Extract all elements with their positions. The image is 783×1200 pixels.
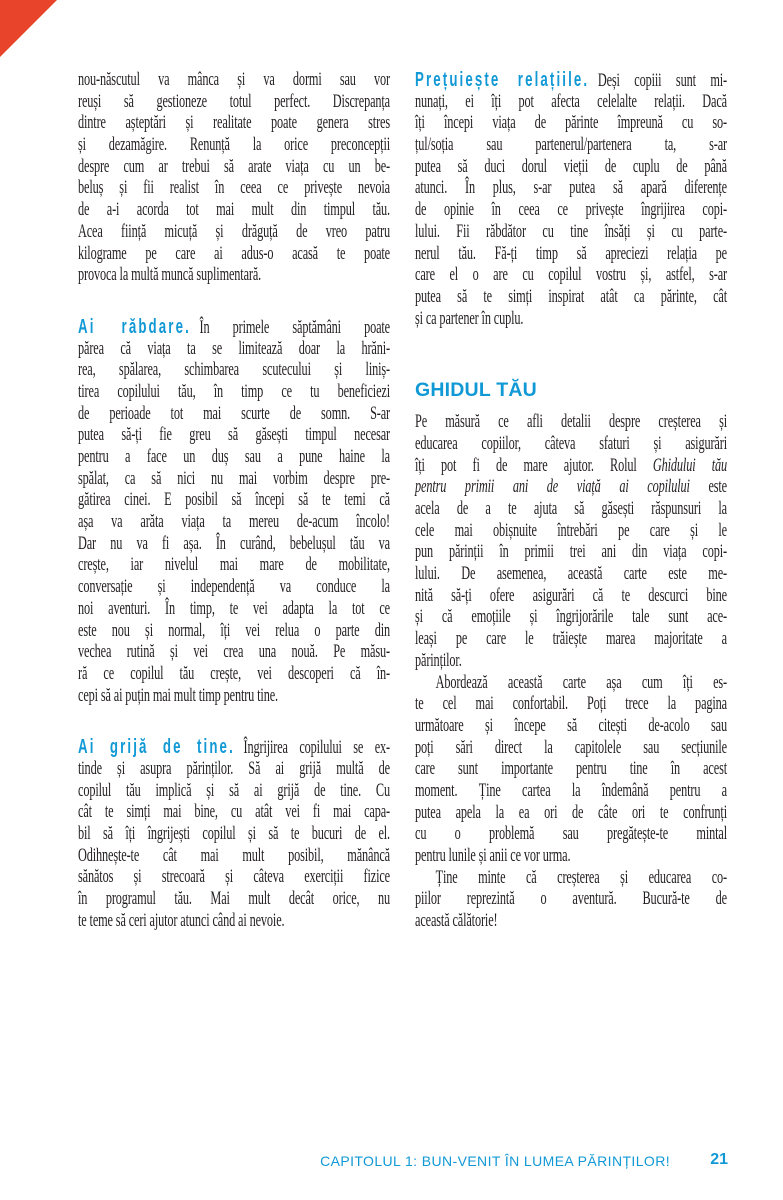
- text-line: putea să te simți inspirat atât ca părinte, cât: [415, 286, 728, 307]
- run-in-heading: Prețuiește relațiile.: [415, 69, 590, 91]
- text-line: care el o are cu copilul vostru și, astfel, s-ar: [415, 265, 728, 286]
- text-line: de opinie în ceea ce privește îngrijirea copi-: [415, 200, 728, 221]
- footer-chapter-title: CAPITOLUL 1: BUN-VENIT ÎN LUMEA PĂRINȚILOR!: [320, 1153, 670, 1169]
- text-line: poți sări direct la capitolele sau secțiunile: [415, 737, 728, 758]
- text-line: Acea ființă micuță și drăguță de vreo patru: [78, 221, 391, 242]
- text-line: Ține minte că creșterea și educarea co-: [435, 867, 728, 888]
- text-line: nou-născutul va mânca și va dormi sau vor: [78, 70, 391, 90]
- corner-triangle-decoration: [0, 0, 57, 57]
- text-line: care sunt importante pentru tine în acest: [415, 759, 728, 780]
- right-text-column: [415, 70, 727, 933]
- text-line: Abordează această carte așa cum îți es-: [435, 672, 728, 693]
- text-line: este nou și normal, îți vei relua o parte din: [78, 620, 391, 641]
- text-line: lului. Fii răbdător cu tine însăți și cu parte-: [415, 221, 728, 242]
- text-line: această călătorie!: [415, 911, 498, 932]
- text-line: părea că viața ta se limitează doar la hrăni-: [78, 338, 391, 359]
- text-line: te cel mai confortabil. Poți trece la pagina: [415, 694, 728, 715]
- text-line: și dezamăgire. Renunță la orice preconcepții: [78, 135, 391, 156]
- text-line: rea, spălarea, schimbarea scutecului și liniș-: [78, 360, 391, 381]
- run-in-heading: Ai răbdare.: [78, 315, 191, 338]
- text-line: Ai răbdare. În primele săptămâni poate: [78, 315, 391, 338]
- page-footer: [0, 1151, 783, 1171]
- text-line: cele mai obișnuite întrebări pe care și le: [415, 520, 728, 541]
- text-line: și ca partener în cuplu.: [415, 308, 524, 329]
- text-line: gătirea cinei. E posibil să începi să te temi că: [78, 490, 391, 511]
- run-in-heading: Ai grijă de tine.: [78, 736, 235, 759]
- text-line: spălat, ca să nici nu mai vorbim despre pre-: [78, 468, 391, 489]
- text-line: cepi să ai puțin mai mult timp pentru tine.: [78, 685, 278, 706]
- text-line: atunci. În plus, s-ar putea să apară diferențe: [415, 178, 728, 199]
- text-line: noi aventuri. În timp, te vei adapta la tot ce: [78, 598, 391, 619]
- left-text-column: [78, 70, 390, 932]
- text-line: Prețuiește relațiile. Deși copiii sunt mi-: [415, 69, 728, 91]
- text-line: cu o problemă sau pregătește-te mintal: [415, 824, 728, 845]
- text-line: leași pe care le trăiește marea majoritate a: [415, 629, 728, 650]
- section-heading: GHIDUL TĂU: [415, 379, 537, 402]
- text-line: Ai grijă de tine. Îngrijirea copilului se ex-: [78, 736, 391, 759]
- text-line: sănătos și strecoară și câteva exerciții fizice: [78, 867, 391, 888]
- text-line: kilograme pe care ai adus-o acasă te poate: [78, 243, 391, 264]
- text-line: așa va arăta viața ta mereu de-acum încolo!: [78, 512, 391, 533]
- text-line: reuși să gestioneze totul perfect. Discrepanța: [78, 91, 391, 112]
- text-line: de perioade tot mai scurte de somn. S-ar: [78, 403, 391, 424]
- text-line: moment. Ține cartea la îndemână pentru a: [415, 780, 728, 801]
- text-line: putea apela la ea ori de câte ori te confrunți: [415, 802, 728, 823]
- text-line: provoca la multă muncă suplimentară.: [78, 265, 262, 286]
- text-line: te teme să ceri ajutor atunci când ai nevoie.: [78, 910, 285, 931]
- text-line: lului. De asemenea, această carte este me-: [415, 564, 728, 585]
- text-line: educarea copiilor, câteva sfaturi și asigurări: [415, 433, 728, 454]
- text-line: pun părinții în primii trei ani din viața copi-: [415, 542, 728, 563]
- text-line: nunați, ei îți pot afecta celelalte relații. Dacă: [415, 91, 728, 112]
- text-line: în programul tău. Mai mult decât orice, nu: [78, 889, 391, 910]
- text-line: copilul tău implică și să ai grijă de tine. Cu: [78, 780, 391, 801]
- text-line: vechea rutină și vei crea una nouă. Pe măsu-: [78, 642, 391, 663]
- text-line: crește, iar nivelul mai mare de mobilitate,: [78, 555, 391, 576]
- text-line: nerul tău. Fă-ți timp să apreciezi relația pe: [415, 243, 728, 264]
- text-line: acela de a te ajuta să găsești răspunsuri la: [415, 499, 728, 519]
- text-line: beluș și fii realist în ceea ce privește nevoia: [78, 178, 391, 199]
- text-line: țul/soția sau partenerul/partenera ta, s-ar: [415, 135, 728, 156]
- text-line: Dar nu va fi așa. În curând, bebelușul tău va: [78, 533, 391, 554]
- text-line: îți pot fi de mare ajutor. Rolul Ghidului tău: [415, 455, 728, 476]
- text-line: pentru a face un duș sau a pune haine la: [78, 447, 391, 467]
- text-line: putea să duci dorul vieții de cuplu de până: [415, 156, 728, 177]
- text-line: dintre așteptări și realitate poate genera stres: [78, 113, 391, 134]
- text-line: tirea copilului tău, în timp ce tu beneficiezi: [78, 381, 391, 402]
- text-line: tinde și asupra părinților. Să ai grijă multă de: [78, 758, 391, 779]
- text-line: și că emoțiile și îngrijorările tale sunt ace-: [415, 607, 728, 628]
- text-line: următoare și începe să citești de-acolo sau: [415, 715, 728, 736]
- text-line: conversație și independență va conduce la: [78, 577, 391, 598]
- text-line: bil să îți îngrijești copilul și să te bucuri de el.: [78, 824, 391, 844]
- footer-page-number: 21: [710, 1151, 728, 1168]
- text-line: îți începi viața de părinte împreună cu so-: [415, 113, 728, 134]
- text-line: Pe măsură ce afli detalii despre creșterea și: [415, 412, 728, 433]
- text-line: ră ce copilul tău crește, vei descoperi că în-: [78, 663, 391, 684]
- text-line: nită să-ți ofere asigurări că te descurci bine: [415, 585, 728, 606]
- text-line: Odihnește-te cât mai mult posibil, mănâncă: [78, 845, 391, 866]
- text-line: putea să-ți fie greu să găsești timpul necesar: [78, 425, 391, 446]
- text-line: cât te simți mai bine, cu atât vei fi mai capa-: [78, 802, 391, 823]
- text-line: despre cum ar trebui să arate viața cu un be-: [78, 156, 391, 177]
- text-line: piilor reprezintă o aventură. Bucură-te de: [415, 889, 728, 910]
- text-line: de a-i acorda tot mai mult din timpul tău.: [78, 200, 391, 221]
- text-line: părinților.: [415, 650, 462, 671]
- text-line: pentru lunile și anii ce vor urma.: [415, 846, 571, 866]
- text-line: pentru primii ani de viață ai copilului este: [415, 477, 728, 498]
